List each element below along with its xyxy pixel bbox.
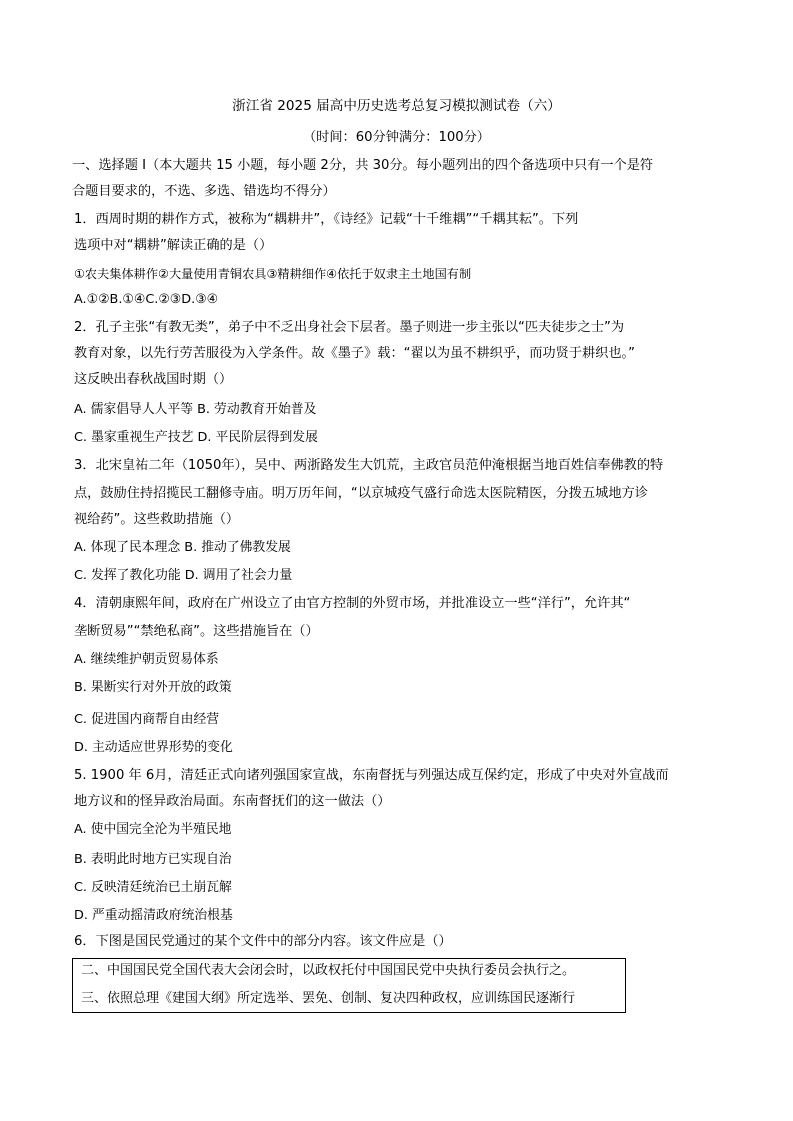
question-option: B. 表明此时地方已实现自治: [74, 852, 232, 867]
question-options: A. 体现了民本理念 B. 推动了佛教发展: [74, 540, 291, 555]
question-stem: 视给药”。这些救助措施（）: [74, 512, 240, 527]
exam-time-info: （时间：60分钟满分：100分）: [302, 130, 490, 145]
question-options: C. 墨家重视生产技艺 D. 平民阶层得到发展: [74, 430, 318, 445]
document-excerpt-box: [72, 958, 626, 1013]
excerpt-line: 三、依照总理《建国大纲》所定选举、罢免、创制、复决四种政权，应训练国民逐渐行: [81, 991, 576, 1006]
question-option: D. 主动适应世界形势的变化: [74, 740, 233, 755]
question-stem: 这反映出春秋战国时期（）: [74, 372, 233, 387]
question-option: D. 严重动摇清政府统治根基: [74, 908, 233, 923]
question-options: A. 儒家倡导人人平等 B. 劳动教育开始普及: [74, 402, 317, 417]
question-stem: 教育对象，以先行劳苦服役为入学条件。故《墨子》载：“翟以为虽不耕织乎，而功贤于耕织也。”: [74, 346, 635, 361]
question-option: B. 果断实行对外开放的政策: [74, 680, 232, 695]
question-options: C. 发挥了教化功能 D. 调用了社会力量: [74, 568, 293, 583]
question-option: A. 使中国完全沦为半殖民地: [74, 822, 232, 837]
section-intro-line: 一、选择题 I（本大题共 15 小题，每小题 2分，共 30分。每小题列出的四个备选项中只有一个是符: [72, 158, 654, 173]
question-stem: 3．北宋皇祐二年（1050年），吴中、两浙路发生大饥荒，主政官员范仲淹根据当地百姓信奉佛教的特: [74, 458, 664, 473]
question-stem: 点，鼓励住持招揽民工翻修寺庙。明万历年间，“以京城疫气盛行命选太医院精医，分拨五城地方诊: [74, 486, 648, 501]
question-stem: 6．下图是国民党通过的某个文件中的部分内容。该文件应是（）: [74, 934, 452, 949]
section-intro-line: 合题目要求的，不选、多选、错选均不得分）: [72, 184, 336, 199]
question-stem: 2．孔子主张“有教无类”，弟子中不乏出身社会下层者。墨子则进一步主张以“匹夫徒步之士”为: [74, 320, 625, 335]
question-option: A. 继续维护朝贡贸易体系: [74, 652, 219, 667]
question-statements: ①农夫集体耕作②大量使用青铜农具③精耕细作④依托于奴隶主土地国有制: [74, 267, 472, 281]
question-stem: 垄断贸易”“禁绝私商”。这些措施旨在（）: [74, 624, 319, 639]
page-title: 浙江省 2025 届高中历史选考总复习模拟测试卷（六）: [232, 98, 561, 114]
question-stem: 4．清朝康熙年间，政府在广州设立了由官方控制的外贸市场，并批准设立一些“洋行”，允许其“: [74, 596, 631, 611]
question-option: C. 促进国内商帮自由经营: [74, 712, 220, 727]
question-option: C. 反映清廷统治已土崩瓦解: [74, 880, 232, 895]
excerpt-line: 二、中国国民党全国代表大会闭会时，以政权托付中国国民党中央执行委员会执行之。: [81, 963, 576, 978]
question-options: A.①②B.①④C.②③D.③④: [74, 292, 219, 307]
question-stem: 1．西周时期的耕作方式，被称为“耦耕井”，《诗经》记载“十千维耦”“千耦其耘”。下列: [74, 212, 579, 227]
question-stem: 选项中对“耦耕”解读正确的是（）: [74, 238, 273, 253]
question-stem: 5. 1900 年 6月，清廷正式向诸列强国家宣战，东南督抚与列强达成互保约定，形成了中央对外宣战而: [74, 768, 669, 783]
question-stem: 地方议和的怪异政治局面。东南督抚们的这一做法（）: [74, 794, 391, 809]
